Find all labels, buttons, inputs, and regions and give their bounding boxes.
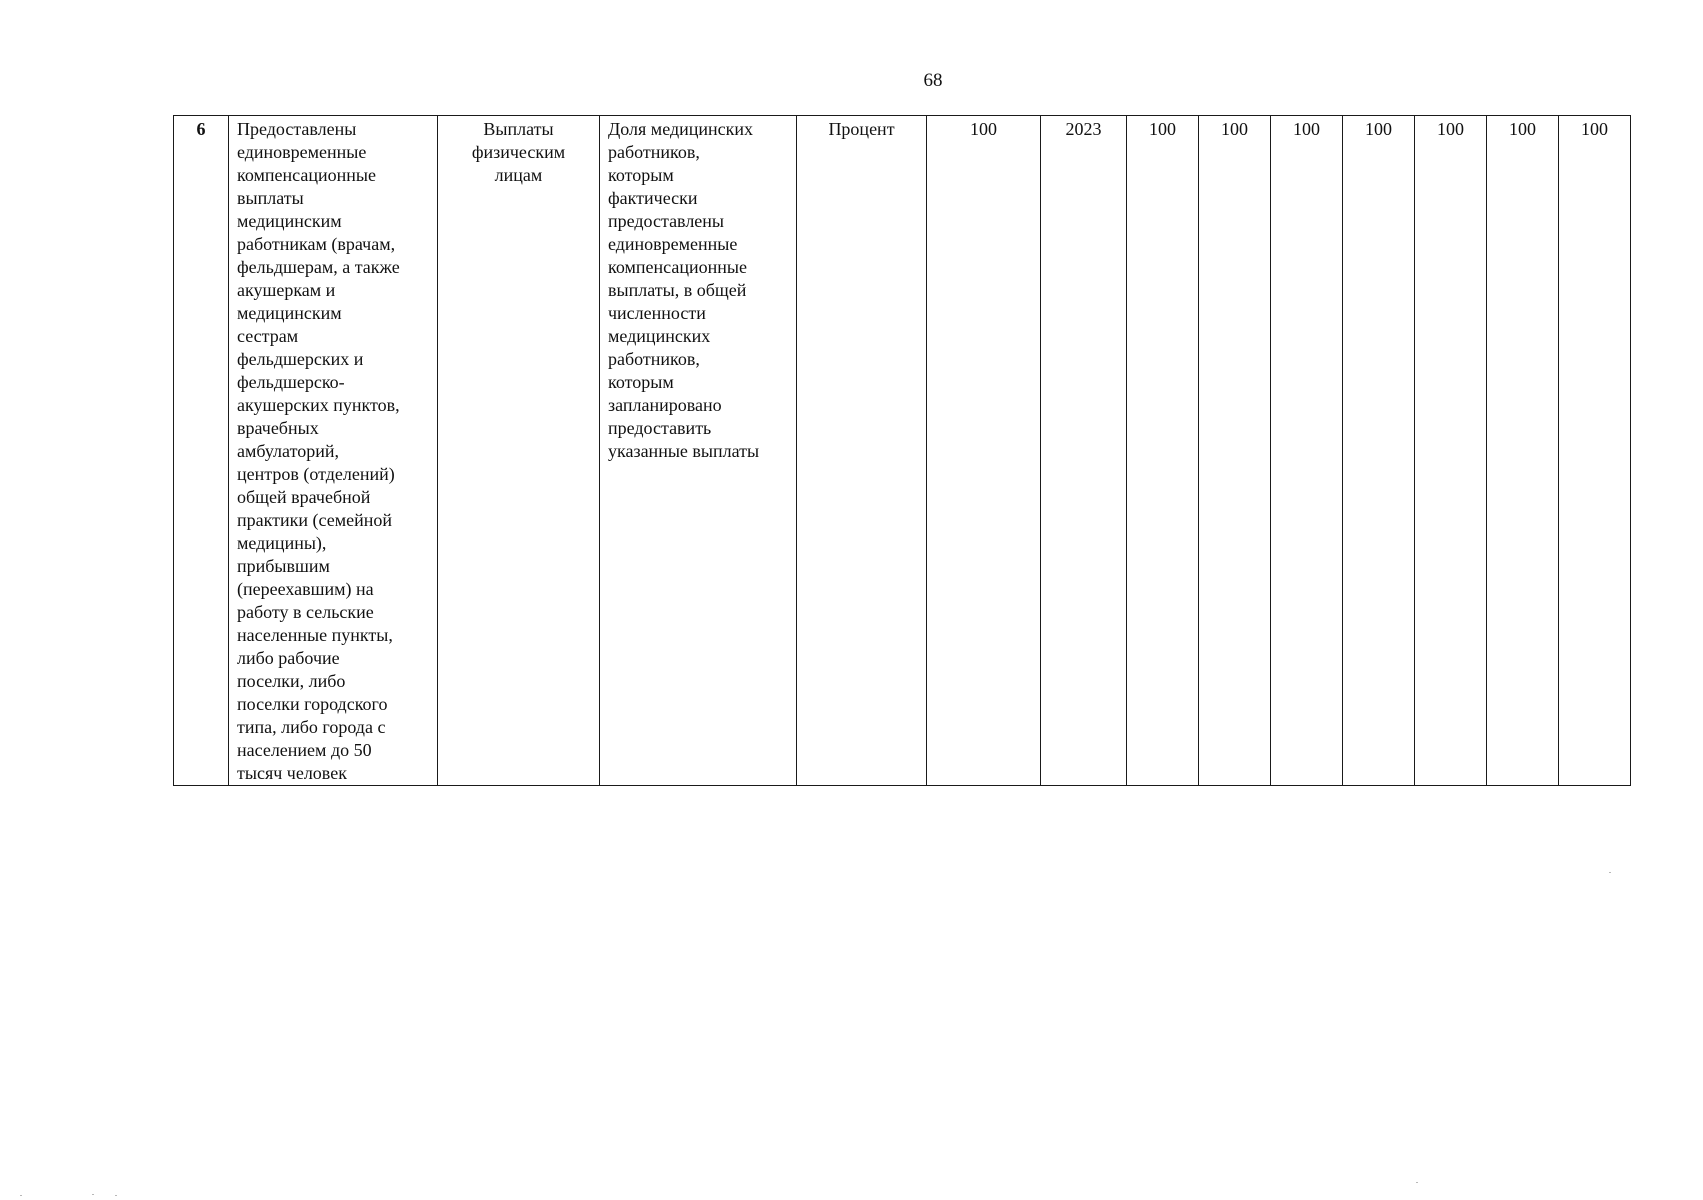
type-cell bbox=[438, 116, 600, 786]
year-value-cell: 100 bbox=[1343, 116, 1415, 786]
year-value-cell: 100 bbox=[1487, 116, 1559, 786]
result-text: Предоставлены единовременные компенсационные выплаты медицинским работникам (врачам, фельдшерам, а также акушеркам и медицинским сестрам фельдшерских и фельдшерско- акушерских пунктов, врачебных амбулаторий, центров (отделений) общей врачебной практики (семейной медицины), прибывшим (переехавшим) на работу в сельские населенные пункты, либо рабочие поселки, либо поселки городского типа, либо города с населением до 50 тысяч человек bbox=[237, 119, 400, 783]
type-text: Выплаты физическим лицам bbox=[471, 119, 566, 185]
page-number: 68 bbox=[923, 70, 943, 91]
unit-cell: Процент bbox=[797, 116, 927, 786]
indicator-text: Доля медицинских работников, которым фактически предоставлены единовременные компенсационные выплаты, в общей численности медицинских работников, которым запланировано предоставить указанные выплаты bbox=[608, 119, 760, 461]
base-value-cell: 100 bbox=[927, 116, 1041, 786]
scan-artifact bbox=[1609, 872, 1611, 873]
year-value-cell: 100 bbox=[1199, 116, 1271, 786]
year-value-cell: 100 bbox=[1559, 116, 1631, 786]
year-value-cell: 100 bbox=[1415, 116, 1487, 786]
indicator-table bbox=[173, 115, 1631, 786]
scan-artifact bbox=[92, 1194, 94, 1195]
table-row bbox=[174, 116, 1631, 786]
scan-artifact bbox=[20, 1195, 22, 1196]
scan-artifact bbox=[1416, 1182, 1418, 1183]
year-value-cell: 100 bbox=[1271, 116, 1343, 786]
result-cell bbox=[229, 116, 438, 786]
indicator-cell bbox=[600, 116, 797, 786]
base-year-cell: 2023 bbox=[1041, 116, 1127, 786]
scan-artifact bbox=[115, 1195, 117, 1196]
row-index-cell: 6 bbox=[174, 116, 229, 786]
year-value-cell: 100 bbox=[1127, 116, 1199, 786]
